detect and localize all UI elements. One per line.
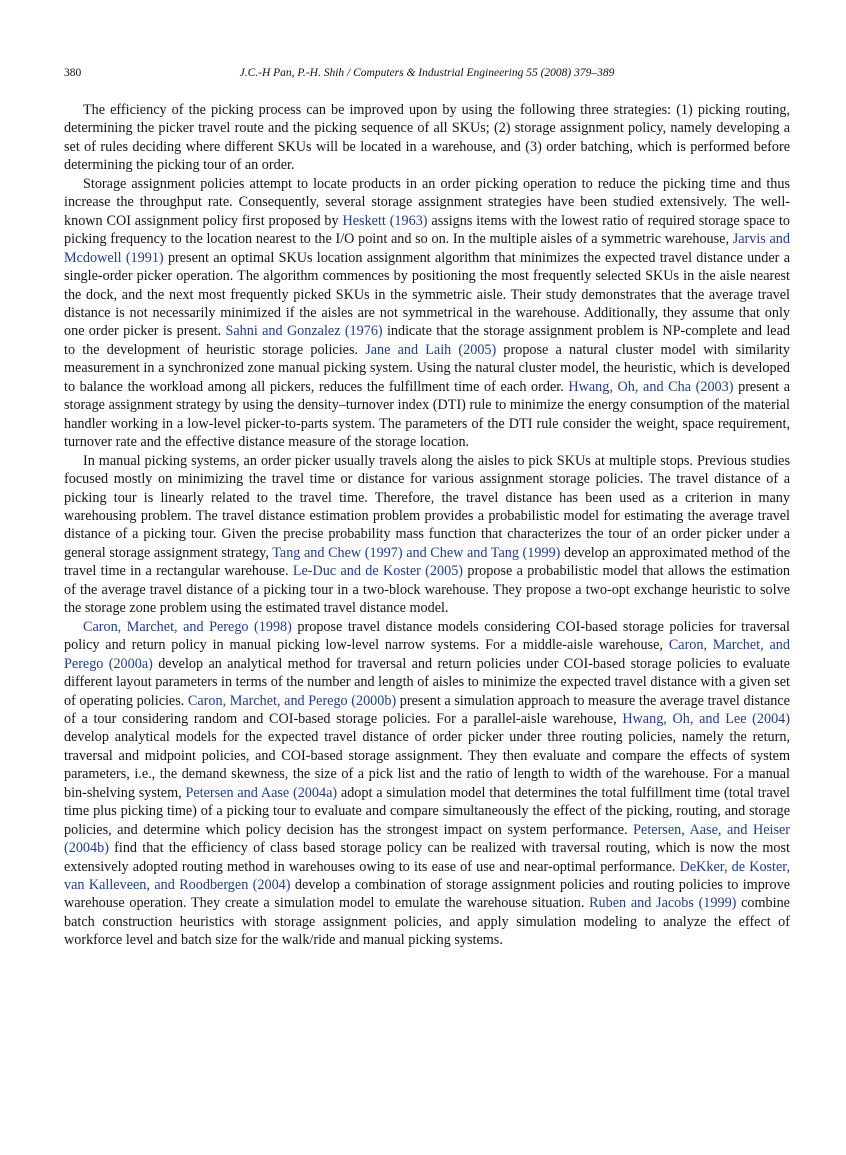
paragraph-text: develop an approximated method of the travel time in a rectangular warehouse.: [64, 544, 790, 580]
running-title: J.C.-H Pan, P.-H. Shih / Computers & Industrial Engineering 55 (2008) 379–389: [239, 67, 615, 79]
citation-link[interactable]: Jane and Laih (2005): [365, 341, 497, 358]
paragraph-text: Storage assignment policies attempt to locate products in an order picking operation to reduce the picking time and thus increase the throughput rate. Consequently, several storage assignment strategies have been studied extensively. The well-known COI assignment policy first proposed by: [64, 175, 790, 229]
citation-link[interactable]: Petersen, Aase, and Heiser (2004b): [64, 821, 791, 857]
citation-link[interactable]: Caron, Marchet, and Perego (2000b): [187, 692, 397, 709]
paragraph-text: present a simulation approach to measure the average travel distance of a tour considering random and COI-based storage policies. For a parallel-aisle warehouse,: [64, 692, 790, 727]
citation-link[interactable]: Heskett (1963): [342, 212, 428, 229]
citation-link[interactable]: Caron, Marchet, and Perego (1998): [83, 618, 292, 635]
citation-link[interactable]: Hwang, Oh, and Cha (2003): [568, 378, 734, 395]
running-head: [64, 67, 790, 83]
paragraph-text: propose a probabilistic model that allows the estimation of the average travel distance of a picking tour in a two-block warehouse. They propose a two-opt exchange heuristic to solve the storage zone problem using the estimated travel distance model.: [64, 563, 791, 617]
paragraph: [64, 452, 790, 618]
paragraph-text: assigns items with the lowest ratio of required storage space to picking frequency to the location nearest to the I/O point and so on. In the multiple aisles of a symmetric warehouse,: [64, 212, 791, 248]
citation-link[interactable]: Sahni and Gonzalez (1976): [225, 323, 383, 340]
citation-link[interactable]: Jarvis and Mcdowell (1991): [64, 231, 790, 266]
paragraph-text: indicate that the storage assignment problem is NP-complete and lead to the development of heuristic storage policies.: [64, 323, 790, 358]
citation-link[interactable]: Ruben and Jacobs (1999): [589, 895, 737, 912]
paragraph-text: find that the efficiency of class based storage policy can be realized with traversal routing, which is now the most extensively adopted routing method in warehouses owing to its ease of use and near-optimal performance.: [64, 840, 790, 875]
paragraph: [64, 175, 790, 452]
paragraph-text: propose travel distance models considering COI-based storage policies for traversal policy and return policy in manual picking low-level narrow systems. For a middle-aisle warehouse,: [64, 618, 790, 654]
paragraph-text: propose a natural cluster model with similarity measurement in a synchronized zone manual picking system. Using the natural cluster model, the heuristic, which is developed to balance the workload among all pickers, reduces the fulfillment time of each order.: [64, 341, 790, 395]
paragraph-text: present an optimal SKUs location assignment algorithm that minimizes the expected travel distance under a single-order picker operation. The algorithm commences by positioning the most frequently selected SKUs in the aisle nearest the dock, and the next most frequently picked SKUs in the symmetric aisle. Their study demonstrates that the average travel distance is not necessarily minimized if the aisles are not symmetrical in the warehouse. Additionally, they assume that only one order picker is present.: [64, 249, 790, 340]
body-text: [64, 101, 790, 950]
citation-link[interactable]: Petersen and Aase (2004a): [185, 784, 338, 801]
citation-link[interactable]: Le-Duc and de Koster (2005): [292, 563, 464, 580]
citation-link[interactable]: Hwang, Oh, and Lee (2004): [622, 710, 790, 727]
paragraph-text: present a storage assignment strategy by using the density–turnover index (DTI) rule to minimize the energy consumption of the material handler working in a low-level picker-to-parts system. The parameters of the DTI rule consider the weight, space requirement, turnover rate and the effective distance measure of the storage location.: [64, 378, 790, 451]
paragraph: [64, 101, 790, 175]
page-number: 380: [64, 67, 82, 79]
paragraph-text: The efficiency of the picking process can be improved upon by using the following three strategies: (1) picking routing, determining the picker travel route and the picking sequence of all SKUs; (2) storage assignment policy, namely developing a set of rules deciding where different SKUs will be located in a warehouse, and (3) order batching, which is performed before determining the picking tour of an order.: [64, 102, 790, 174]
paragraph-text: adopt a simulation model that determines the total fulfillment time (total travel time plus picking time) of a picking tour to evaluate and compare simultaneously the effect of the picking, routing, and storage policies, and determine which policy decision has the strongest impact on system performance.: [64, 784, 790, 838]
paragraph: [64, 618, 790, 950]
paragraph-text: develop a combination of storage assignment policies and routing policies to improve warehouse operation. They create a simulation model to emulate the warehouse situation.: [64, 877, 790, 912]
paragraph-text: develop an analytical method for traversal and return policies under COI-based storage policies to evaluate different layout parameters in terms of the number and length of aisles to minimize the expected travel distance with a given set of operating policies.: [64, 655, 790, 709]
paragraph-text: combine batch construction heuristics with storage assignment policies, and apply simulation modeling to analyze the effect of workforce level and batch size for the walk/ride and manual picking systems.: [64, 895, 790, 949]
citation-link[interactable]: DeKker, de Koster, van Kalleveen, and Roodbergen (2004): [64, 858, 790, 894]
citation-link[interactable]: Caron, Marchet, and Perego (2000a): [64, 637, 790, 672]
paragraph-text: In manual picking systems, an order picker usually travels along the aisles to pick SKUs at multiple stops. Previous studies focused mostly on minimizing the travel time or distance for various assignment storage policies. The travel distance of a picking tour is linearly related to the travel time. Therefore, the travel distance has been used as a criterion in many warehousing problem. The travel distance estimation problem provides a probabilistic model for estimating the average travel distance of a picking tour. Given the precise probability mass function that characterizes the tour of an order picker under a general storage assignment strategy,: [64, 452, 790, 561]
paragraph-text: develop analytical models for the expected travel distance of order picker under three routing policies, namely the return, traversal and midpoint policies, and COI-based storage assignment. They then evaluate and compare the effects of system parameters, i.e., the demand skewness, the size of a pick list and the ratio of length to width of the warehouse. For a manual bin-shelving system,: [64, 729, 790, 801]
citation-link[interactable]: Tang and Chew (1997) and Chew and Tang (1999): [272, 544, 561, 561]
